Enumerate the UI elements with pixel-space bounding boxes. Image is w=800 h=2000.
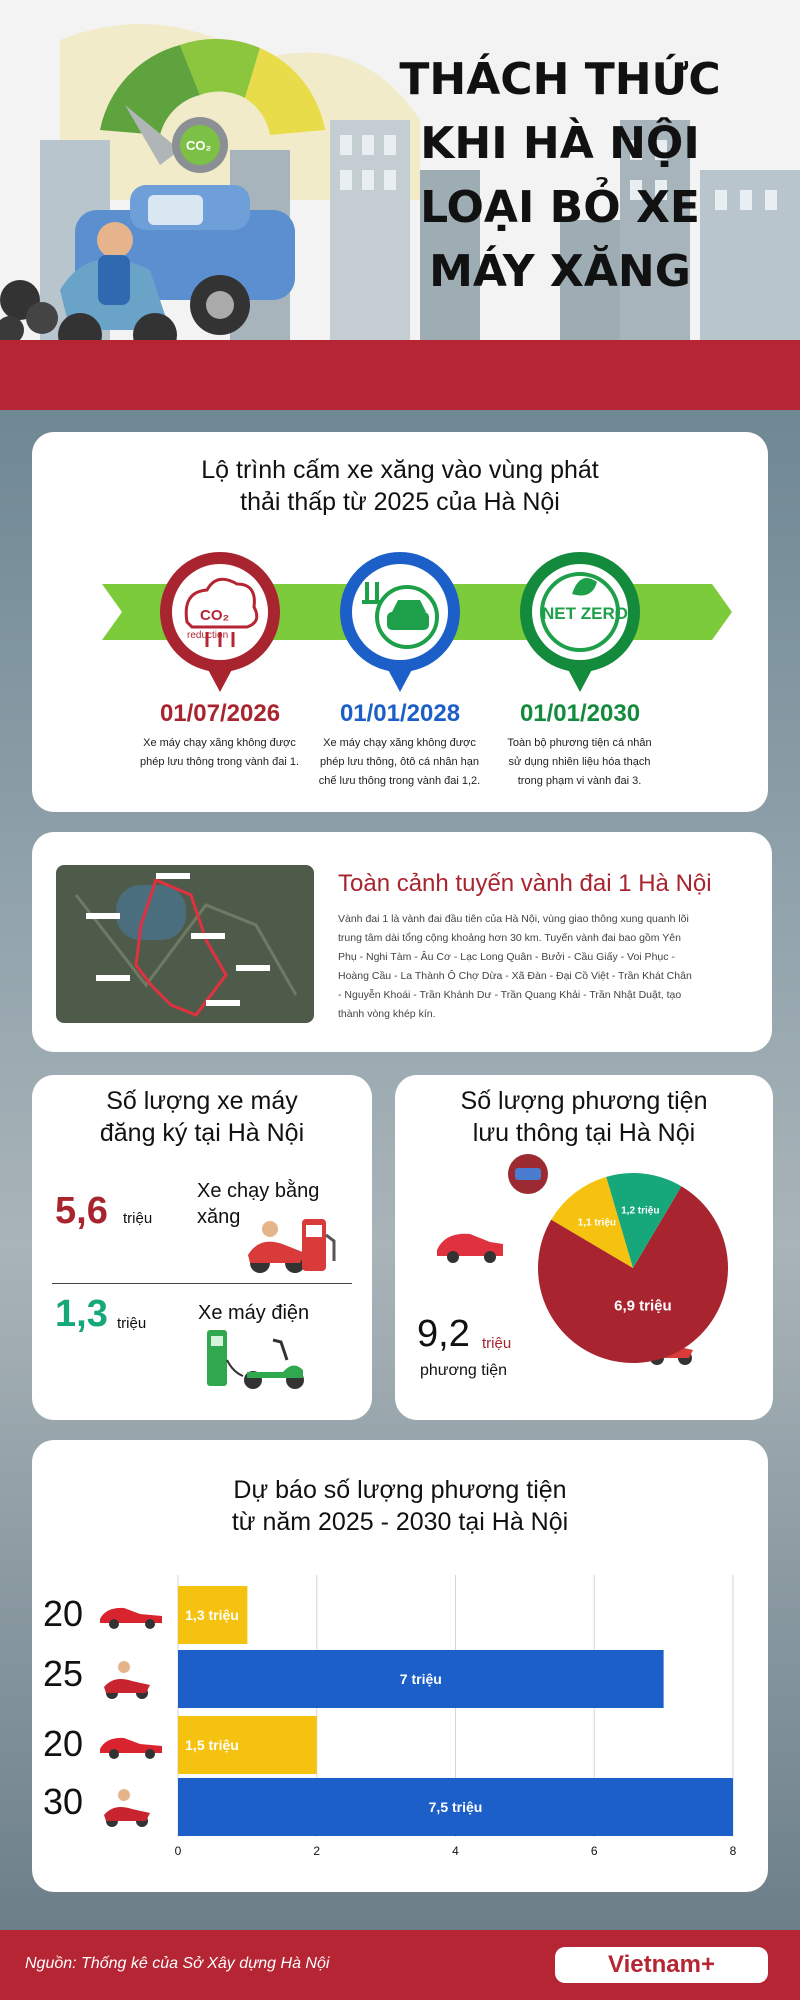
description-line: phép lưu thông, ôtô cá nhân hạn — [319, 756, 480, 768]
roadmap-title-line: thải thấp từ 2025 của Hà Nội — [240, 488, 560, 516]
electric-bike-value: 1,3 — [55, 1293, 108, 1335]
source-note: Nguồn: Thống kê của Sở Xây dựng Hà Nội — [25, 1955, 330, 1972]
roadmap-title — [32, 454, 768, 518]
milestone-date: 01/01/2030 — [519, 700, 641, 727]
registered-title — [32, 1085, 372, 1149]
pie-slice-label: 1,1 triệu — [577, 1217, 617, 1229]
milestone-date: 01/01/2028 — [339, 700, 461, 727]
vietnamplus-logo[interactable]: Vietnam+ — [555, 1947, 768, 1983]
motorbike-icon — [104, 1661, 150, 1699]
pie-total-value: 9,2 — [417, 1313, 470, 1355]
forecast-bar-chart — [0, 1575, 800, 1875]
description-line: trong phạm vi vành đai 3. — [517, 775, 642, 787]
ring-road-text-line: trung tâm dài tổng cộng khoảng hơn 30 km. Tuyến vành đai bao gồm Yên — [338, 932, 681, 944]
registered-title-line: đăng ký tại Hà Nội — [99, 1119, 305, 1147]
vehicle-flow-title-line: lưu thông tại Hà Nội — [472, 1119, 696, 1147]
x-tick-label: 2 — [313, 1844, 321, 1858]
ring-road-map — [56, 865, 314, 1023]
description-line: Toàn bộ phương tiện cá nhân — [507, 737, 652, 749]
petrol-bike-label-line: xăng — [197, 1206, 241, 1228]
pie-slice-label: 1,2 triệu — [621, 1205, 660, 1217]
pie-total-unit: triệu — [482, 1335, 512, 1352]
bar-value-label: 7,5 triệu — [428, 1799, 483, 1815]
roadmap-card — [32, 432, 768, 812]
bar-value-label: 1,3 triệu — [185, 1607, 239, 1623]
ring-road-text-line: Phụ - Nghi Tàm - Âu Cơ - Lạc Long Quân - Bưởi - Cầu Giấy - Voi Phục - — [338, 951, 675, 963]
description-line: sử dụng nhiên liệu hóa thạch — [508, 756, 651, 768]
electric-bike-label: Xe máy điện — [198, 1302, 310, 1324]
milestone-description — [312, 734, 487, 791]
pie-slice-label: 6,9 triệu — [614, 1297, 672, 1315]
co2-icon-subtext: reduction — [187, 630, 229, 641]
ring-road-description — [338, 910, 708, 1024]
hero-banner — [0, 0, 800, 410]
electric-bike-unit: triệu — [117, 1315, 147, 1332]
pie-mixed-vehicles-icon — [508, 1154, 548, 1194]
description-line: Xe máy chạy xăng không được — [323, 737, 476, 749]
petrol-bike-unit: triệu — [123, 1210, 153, 1227]
forecast-title-line: Dự báo số lượng phương tiện — [233, 1476, 567, 1504]
ring-road-title: Toàn cảnh tuyến vành đai 1 Hà Nội — [338, 870, 712, 897]
x-tick-label: 4 — [452, 1844, 459, 1858]
milestone-description — [132, 734, 307, 772]
motorbike-icon — [104, 1789, 150, 1827]
registered-title-line: Số lượng xe máy — [106, 1087, 298, 1115]
ring-road-text-line: Vành đai 1 là vành đai đầu tiên của Hà Nội, vùng giao thông xung quanh lõi — [338, 913, 689, 925]
petrol-bike-value: 5,6 — [55, 1190, 108, 1232]
roadmap-title-line: Lộ trình cấm xe xăng vào vùng phát — [201, 456, 599, 484]
forecast-title-line: từ năm 2025 - 2030 tại Hà Nội — [231, 1508, 569, 1536]
bar-value-label: 1,5 triệu — [185, 1737, 239, 1753]
vehicle-flow-title-line: Số lượng phương tiện — [460, 1087, 708, 1115]
car-icon — [100, 1738, 162, 1759]
pie-total-label: phương tiện — [420, 1362, 508, 1379]
x-tick-label: 0 — [174, 1844, 182, 1858]
petrol-bike-label-line: Xe chạy bằng — [197, 1180, 320, 1202]
page-title — [395, 48, 725, 304]
year-label: 20 — [43, 1723, 84, 1764]
title-line: MÁY XĂNG — [429, 246, 691, 297]
year-label: 25 — [43, 1653, 84, 1694]
pie-car-icon — [437, 1234, 503, 1263]
bar-value-label: 7 triệu — [399, 1671, 442, 1687]
net-zero-icon-text: NET ZERO — [542, 604, 628, 623]
year-label: 30 — [43, 1781, 84, 1822]
petrol-station-icon — [240, 1215, 340, 1277]
description-line: chế lưu thông trong vành đai 1,2. — [318, 775, 481, 787]
milestone-description — [492, 734, 667, 791]
vehicle-flow-title — [395, 1085, 773, 1149]
year-label: 20 — [43, 1593, 84, 1634]
car-icon — [100, 1608, 162, 1629]
title-line: THÁCH THỨC — [399, 54, 721, 105]
description-line: phép lưu thông trong vành đai 1. — [139, 756, 300, 768]
electric-scooter-icon — [203, 1330, 313, 1392]
ring-road-text-line: thành vòng khép kín. — [338, 1008, 436, 1020]
description-line: Xe máy chạy xăng không được — [143, 737, 296, 749]
ring-road-text-line: Hoàng Cầu - La Thành Ô Chợ Dừa - Xã Đàn - Đại Cồ Việt - Trần Khát Chân — [338, 970, 692, 982]
hero-red-band — [0, 340, 800, 410]
roadmap-timeline — [32, 522, 768, 722]
x-tick-label: 6 — [590, 1844, 598, 1858]
milestone-pin-2 — [340, 552, 460, 692]
x-tick-label: 8 — [729, 1844, 737, 1858]
milestone-date: 01/07/2026 — [159, 700, 281, 727]
title-line: LOẠI BỎ XE — [420, 182, 700, 233]
forecast-title — [32, 1474, 768, 1538]
co2-icon-text: CO₂ — [200, 607, 230, 624]
section-divider — [52, 1283, 352, 1284]
title-line: KHI HÀ NỘI — [420, 118, 700, 169]
ring-road-text-line: - Nguyễn Khoái - Trần Khánh Dư - Trần Quang Khải - Trần Nhật Duật, tạo — [338, 989, 682, 1001]
co2-gauge-label: CO₂ — [186, 138, 212, 153]
